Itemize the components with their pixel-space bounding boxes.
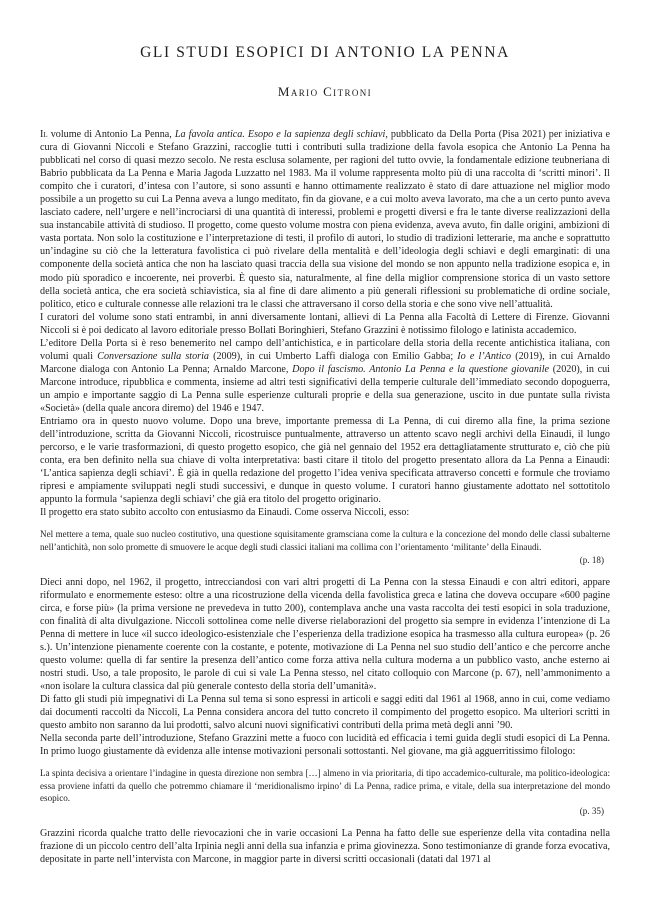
article-author: Mario Citroni [277, 84, 373, 99]
paragraph-3: L’editore Della Porta si è reso benemerito nel campo dell’antichistica, e in particolare della storia della recente antichistica italiana, con volumi quali Conversazione sulla storia (2009), in cui Umberto Laffi dialoga con Emilio Gabba; Io e l’Antico (2019), in cui Arnaldo Marcone dialoga con Antonio La Penna; Arnaldo Marcone, Dopo il fascismo. Antonio La Penna e la questione giovanile (2020), in cui Marcone introduce, ripubblica e commenta, insieme ad altri testi significativi della temperie culturale dell’immediato secondo dopoguerra, un ampio e importante saggio di La Penna sulle esperienze culturali proprie e della sua generazione, uscito in due puntate sulla rivista «Società» (della quale ancora diremo) del 1946 e 1947. [40, 337, 611, 414]
paragraph-5: Il progetto era stato subito accolto con entusiasmo da Einaudi. Come osserva Niccoli, esso: [40, 507, 410, 519]
cited-work: Conversazione sulla storia [97, 350, 209, 362]
article-title: GLI STUDI ESOPICI DI ANTONIO LA PENNA [140, 44, 510, 61]
paragraph-8: Nella seconda parte dell’introduzione, Stefano Grazzini mette a fuoco con lucidità ed efficacia i temi guida degli studi esopici di La Penna. In primo luogo giustamente dà evidenza alle intense motivazioni personali sottostanti. Nel giovane, ma già agguerritissimo filologo: [40, 733, 610, 758]
block-quote-1: Nel mettere a tema, quale suo nucleo costitutivo, una questione squisitamente gramsciana come la cultura e la concezione del mondo delle classi subalterne nell’antichità, non solo promette di smuovere le acque degli studi classici italiani ma collima con l’orientamento ‘militante’ della Einaudi. [40, 529, 610, 552]
cited-work: Io e l’Antico [457, 350, 512, 362]
paragraph-7: Di fatto gli studi più impegnativi di La Penna sul tema si sono espressi in articoli e saggi editi dal 1961 al 1968, anno in cui, come vediamo dai documenti raccolti da Niccoli, La Penna considera ancora del tutto concreto il compimento del progetto esopico. Ma ulteriori scritti in questo ambito non saranno da lui prodotti, salvo alcuni nuovi significativi contributi della prima metà degli anni ’90. [40, 694, 610, 732]
block-quote-2: La spinta decisiva a orientare l’indagine in questa direzione non sembra […] almeno in via prioritaria, di tipo accademico-culturale, ma politico-ideologica: essa proviene infatti da quello che potremmo chiamare il ‘meridionalismo irpino’ di La Penna, radice prima, e vitale, della sua interpretazione del mondo esopico. [40, 768, 610, 803]
paragraph-9: Grazzini ricorda qualche tratto delle rievocazioni che in varie occasioni La Penna ha fatto delle sue esperienze della vita contadina nella frazione di un piccolo centro dell’alta Irpinia negli anni della sua infanzia e prima giovinezza. Sono testimonianze di grande forza evocativa, depositate in parte nell’intervista con Marcone, in maggior parte in diversi scritti occasionali (datati dal 1971 al [40, 828, 610, 866]
paragraph-2: I curatori del volume sono stati entrambi, in anni diversamente lontani, allievi di La Penna alla Facoltà di Lettere di Firenze. Giovanni Niccoli si è poi dedicato al lavoro editoriale presso Bollati Boringhieri, Stefano Grazzini è notissimo filologo e latinista accademico. [40, 311, 610, 336]
paragraph-4: Entriamo ora in questo nuovo volume. Dopo una breve, importante premessa di La Penna, di cui diremo alla fine, la prima sezione dell’introduzione, scritta da Giovanni Niccoli, ricostruisce puntualmente, attraverso un attento scavo negli archivi della Einaudi, il lungo percorso, e le varie trasformazioni, di questo progetto esopico, che già nel gennaio del 1952 era dettagliatamente strutturato e, ciò che più conta, era ben definito nella sua chiave di volta interpretativa: basti citare il titolo del progetto presentato allora da La Penna a Einaudi: ‘L’antica sapienza degli schiavi’. È già in quella redazione del progetto l’idea veniva specificata attraverso concetti e formule che troviamo ripresi e ampiamente sviluppati negli studi successivi, e dunque in questo volume. I curatori hanno giustamente adottato nel sottotitolo appunto la formula ‘sapienza degli schiavi’ che già era titolo del progetto originario. [40, 416, 610, 506]
block-quote-1-page-ref: (p. 18) [579, 554, 604, 565]
paragraph-1-first-word: Il [40, 129, 48, 140]
paragraph-1: Il volume di Antonio La Penna, La favola antica. Esopo e la sapienza degli schiavi, pubblicato da Della Porta (Pisa 2021) per iniziativa e cura di Giovanni Niccoli e Stefano Grazzini, raccoglie tutti i contributi sulla tradizione della favola esopica che Antonio La Penna ha pubblicati nel corso di quasi mezzo secolo. Ne resta esclusa solamente, per ragioni del tutto ovvie, la fondamentale edizione teubneriana di Babrio pubblicata da La Penna e Maria Jagoda Luzzatto nel 1983. Ma il volume rappresenta molto più di una raccolta di ‘scritti minori’. Il compito che i curatori, d’intesa con l’autore, si sono assunti e hanno ottimamente realizzato è stato di dare attuazione nel miglior modo possibile a un progetto su cui La Penna aveva a lungo meditato, fin da giovane, e a cui molto aveva lavorato, ma che a un certo punto aveva lasciato cadere, nell’urgere e nell’incrociarsi di una quantità di interessi, problemi e progetti diversi e fra le tante diverse realizzazioni della sua instancabile attività di studioso. Il progetto, come questo volume mostra con piena evidenza, aveva avuto, fin dalle origini, ambizioni di vasta portata. Non solo la costituzione e l’interpretazione di testi, il profilo di autori, lo studio di tradizioni letterarie, ma anche e soprattutto un’indagine su ciò che la letteratura favolistica ci può rivelare della mentalità e dell’ideologia degli schiavi e degli emarginati: di una componente della società antica che non ha lasciato quasi traccia della sua visione del mondo se non appunto nella tradizione esopica e, in modo più sporadico e incoerente, nei proverbi. È questo sia, naturalmente, al fine della miglior comprensione storica di un vasto settore della società antica, che era società schiavistica, sia al fine di dare alimento a più generali riflessioni su problematiche di ordine sociale, politico, etico e culturale connesse alle relazioni tra le classi che attraversano il corso della storia e che sono vive nell’attualità. [40, 129, 611, 310]
cited-work: Dopo il fascismo. Antonio La Penna e la questione giovanile [292, 363, 550, 375]
paragraph-6: Dieci anni dopo, nel 1962, il progetto, intrecciandosi con vari altri progetti di La Penna con la stessa Einaudi e con altri editori, appare riformulato e enormemente esteso: oltre a una ricostruzione della vicenda della favolistica greca e latina che doveva occupare «600 pagine circa, e forse più» (la prima versione ne prevedeva in tutto 200), contemplava anche una vasta raccolta dei testi esopici in sola traduzione, con finalità di alta divulgazione. Niccoli sottolinea come nelle diverse rielaborazioni del progetto sia sempre in evidenza l’intenzione di La Penna di mettere in luce «il succo ideologico-esistenziale che l’esperienza della tradizione esopica ha trasmesso alla cultura europea» (p. 26 s.). Un’intenzione pienamente coerente con la costante, e potente, motivazione di La Penna nel suo studio dell’antico e che percorre anche questo volume: quella di far sentire la presenza dell’antico come forza attiva nella cultura moderna a un pubblico vasto, anche esterno ai nostri studi. Uso, a tale proposito, le parole di cui si vale La Penna stesso, nel citato colloquio con Marcone (p. 67), nell’ammonimento a «non isolare la cultura classica dal più generale contesto della storia dell’umanità». [40, 576, 610, 693]
book-title: La favola antica. Esopo e la sapienza degli schiavi [174, 129, 386, 140]
block-quote-2-page-ref: (p. 35) [579, 806, 604, 817]
